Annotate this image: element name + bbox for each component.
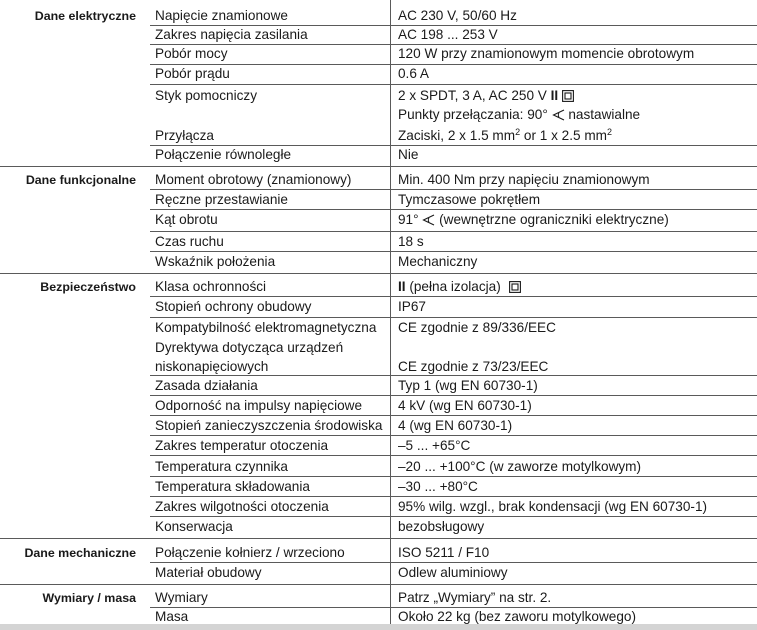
spec-label: Przyłącza: [155, 128, 214, 143]
section-heading: Dane mechaniczne: [24, 546, 136, 560]
spec-value: –5 ... +65°C: [398, 438, 471, 453]
spec-label: Stopień zanieczyszczenia środowiska: [155, 418, 383, 433]
spec-value: [398, 277, 753, 296]
spec-label: Zakres temperatur otoczenia: [155, 438, 329, 453]
angle-icon: [422, 214, 435, 226]
section-rule: [0, 273, 757, 274]
spec-value: IP67: [398, 299, 426, 314]
spec-label-line2: niskonapięciowych: [155, 359, 269, 374]
spec-label: Moment obrotowy (znamionowy): [155, 172, 352, 187]
value-text-line2: Punkty przełączania: 90°: [398, 107, 548, 122]
spec-value: Patrz „Wymiary” na str. 2.: [398, 590, 552, 605]
value-text: 2 x SPDT, 3 A, AC 250 V: [398, 88, 547, 103]
spec-label: Wymiary: [155, 590, 208, 605]
spec-label: Zakres napięcia zasilania: [155, 27, 308, 42]
spec-label: Kompatybilność elektromagnetyczna: [155, 320, 377, 335]
spec-label: Pobór mocy: [155, 46, 228, 61]
superscript: 2: [606, 127, 612, 137]
spec-label: Odporność na impulsy napięciowe: [155, 398, 363, 413]
protection-class-mark: II: [550, 88, 559, 103]
superscript: 2: [515, 127, 521, 137]
spec-value: Około 22 kg (bez zaworu motylkowego): [398, 609, 636, 624]
protection-class-mark: II: [398, 279, 406, 294]
spec-label: Zakres wilgotności otoczenia: [155, 499, 329, 514]
spec-label: Ręczne przestawianie: [155, 192, 288, 207]
section-heading: Bezpieczeństwo: [40, 280, 136, 294]
spec-value: bezobsługowy: [398, 519, 485, 534]
section-heading: Dane elektryczne: [34, 9, 136, 23]
spec-value: –30 ... +80°C: [398, 479, 478, 494]
spec-label: Kąt obrotu: [155, 212, 218, 227]
angle-icon: [552, 109, 565, 121]
spec-label: Stopień ochrony obudowy: [155, 299, 312, 314]
spec-label: Materiał obudowy: [155, 565, 262, 580]
spec-value: ISO 5211 / F10: [398, 545, 490, 560]
spec-value: Nie: [398, 147, 419, 162]
section-heading: Wymiary / masa: [42, 591, 136, 605]
value-text: (pełna izolacja): [405, 279, 501, 294]
section-rule: [0, 166, 757, 167]
value-text: Zaciski, 2 x 1.5 mm: [398, 128, 516, 143]
spec-value: [398, 210, 753, 229]
spec-value: Typ 1 (wg EN 60730-1): [398, 378, 538, 393]
spec-value: 4 (wg EN 60730-1): [398, 418, 513, 433]
spec-value: Odlew aluminiowy: [398, 565, 508, 580]
spec-label: Temperatura czynnika: [155, 459, 288, 474]
double-insulation-icon: [562, 90, 574, 102]
spec-value: AC 230 V, 50/60 Hz: [398, 8, 517, 23]
spec-label: Pobór prądu: [155, 66, 230, 81]
spec-value: [398, 126, 753, 145]
spec-value: 95% wilg. wzgl., brak kondensacji (wg EN 60730-1): [398, 499, 708, 514]
bottom-edge: [0, 624, 757, 630]
row-rule: [150, 84, 757, 85]
spec-value: Mechaniczny: [398, 254, 478, 269]
spec-value: AC 198 ... 253 V: [398, 27, 498, 42]
spec-value: 120 W przy znamionowym momencie obrotowym: [398, 46, 695, 61]
spec-value: 0.6 A: [398, 66, 429, 81]
spec-label-block: [155, 338, 385, 376]
spec-label: Temperatura składowania: [155, 479, 310, 494]
spec-value: Min. 400 Nm przy napięciu znamionowym: [398, 172, 650, 187]
row-rule: [150, 455, 757, 456]
spec-row: [0, 338, 757, 376]
value-text-end: (wewnętrzne ograniczniki elektryczne): [439, 212, 669, 227]
double-insulation-icon: [509, 281, 521, 293]
spec-value: –20 ... +100°C (w zaworze motylkowym): [398, 459, 642, 474]
spec-label: Połączenie równoległe: [155, 147, 292, 162]
spec-label: Styk pomocniczy: [155, 88, 257, 103]
section-heading: Dane funkcjonalne: [25, 173, 136, 187]
spec-value: CE zgodnie z 89/336/EEC: [398, 320, 556, 335]
spec-label: Masa: [155, 609, 189, 624]
value-text: 91°: [398, 212, 419, 227]
spec-label: Klasa ochronności: [155, 279, 267, 294]
spec-value: [398, 86, 753, 124]
spec-label: Zasada działania: [155, 378, 258, 393]
spec-row: [0, 86, 757, 126]
value-text-mid: or 1 x 2.5 mm: [520, 128, 607, 143]
spec-value: 4 kV (wg EN 60730-1): [398, 398, 532, 413]
spec-label: Napięcie znamionowe: [155, 8, 288, 23]
spec-label: Wskaźnik położenia: [155, 254, 276, 269]
section-rule: [0, 538, 757, 539]
section-rule: [0, 584, 757, 585]
spec-label: Dyrektywa dotycząca urządzeń: [155, 340, 344, 355]
spec-value: Tymczasowe pokrętłem: [398, 192, 541, 207]
spec-label: Czas ruchu: [155, 234, 224, 249]
spec-value: CE zgodnie z 73/23/EEC: [398, 359, 549, 374]
spec-value: 18 s: [398, 234, 424, 249]
value-text-line2-end: nastawialne: [568, 107, 641, 122]
spec-label: Połączenie kołnierz / wrzeciono: [155, 545, 345, 560]
spec-label: Konserwacja: [155, 519, 233, 534]
